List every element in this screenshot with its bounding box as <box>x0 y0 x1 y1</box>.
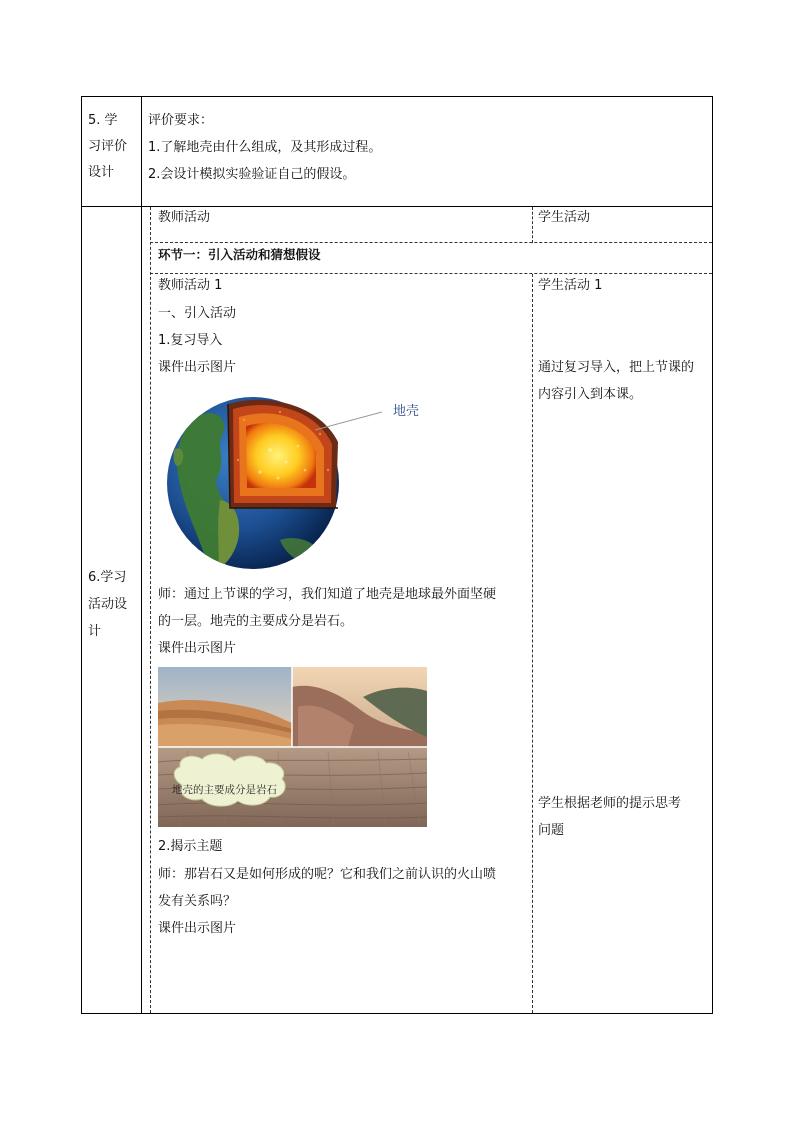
reveal-heading: 2.揭示主题 <box>158 839 223 854</box>
rock-caption: 地壳的主要成分是岩石 <box>172 784 277 796</box>
table-border-bottom <box>81 1013 713 1014</box>
earth-crust-label: 地壳 <box>393 404 420 419</box>
label-column-divider <box>141 96 142 1014</box>
stage-bottom-dashed <box>150 273 712 274</box>
teacher-paragraph-line: 师：那岩石又是如何形成的呢？它和我们之前认识的火山喷 <box>158 867 497 882</box>
inner-left-dashed <box>150 207 151 1013</box>
earth-structure-image <box>160 390 440 575</box>
evaluation-item: 2.会设计模拟实验验证自己的假设。 <box>148 167 356 182</box>
column-divider-dashed <box>532 274 533 1013</box>
rock-landscape-image <box>158 667 427 827</box>
student-column-header: 学生活动 <box>538 210 591 225</box>
table-border-left <box>81 96 82 1014</box>
show-picture-text: 课件出示图片 <box>158 360 237 375</box>
teacher-paragraph-line: 的一层。地壳的主要成分是岩石。 <box>158 614 354 629</box>
student-text-line: 内容引入到本课。 <box>538 387 643 402</box>
evaluation-heading: 评价要求： <box>148 113 214 128</box>
student-text-line: 通过复习导入，把上节课的 <box>538 360 695 375</box>
teacher-paragraph-line: 发有关系吗？ <box>158 894 237 909</box>
student-text-line: 学生根据老师的提示思考 <box>538 796 682 811</box>
student-activity-title: 学生活动 1 <box>538 278 603 293</box>
intro-heading: 一、引入活动 <box>158 306 237 321</box>
header-bottom-dashed <box>150 242 712 243</box>
teacher-column-header: 教师活动 <box>158 210 211 225</box>
show-picture-text: 课件出示图片 <box>158 921 237 936</box>
evaluation-item: 1.了解地壳由什么组成，及其形成过程。 <box>148 140 382 155</box>
rock-collage <box>158 667 427 827</box>
table-border-top <box>81 96 713 97</box>
student-text-line: 问题 <box>538 823 565 838</box>
section6-label-line: 计 <box>88 624 102 639</box>
section6-label-line: 6.学习 <box>88 570 127 585</box>
section5-label-line: 设计 <box>88 165 115 180</box>
review-heading: 1.复习导入 <box>158 333 223 348</box>
section6-label-line: 活动设 <box>88 597 128 612</box>
section5-label-line: 习评价 <box>88 139 128 154</box>
column-divider-dashed <box>532 207 533 243</box>
table-border-right <box>712 96 713 1014</box>
section5-label-line: 5. 学 <box>88 113 118 128</box>
row-divider <box>81 206 713 207</box>
teacher-paragraph-line: 师：通过上节课的学习，我们知道了地壳是地球最外面坚硬 <box>158 587 497 602</box>
stage-title: 环节一：引入活动和猜想假设 <box>158 247 321 262</box>
show-picture-text: 课件出示图片 <box>158 641 237 656</box>
teacher-activity-title: 教师活动 1 <box>158 278 223 293</box>
